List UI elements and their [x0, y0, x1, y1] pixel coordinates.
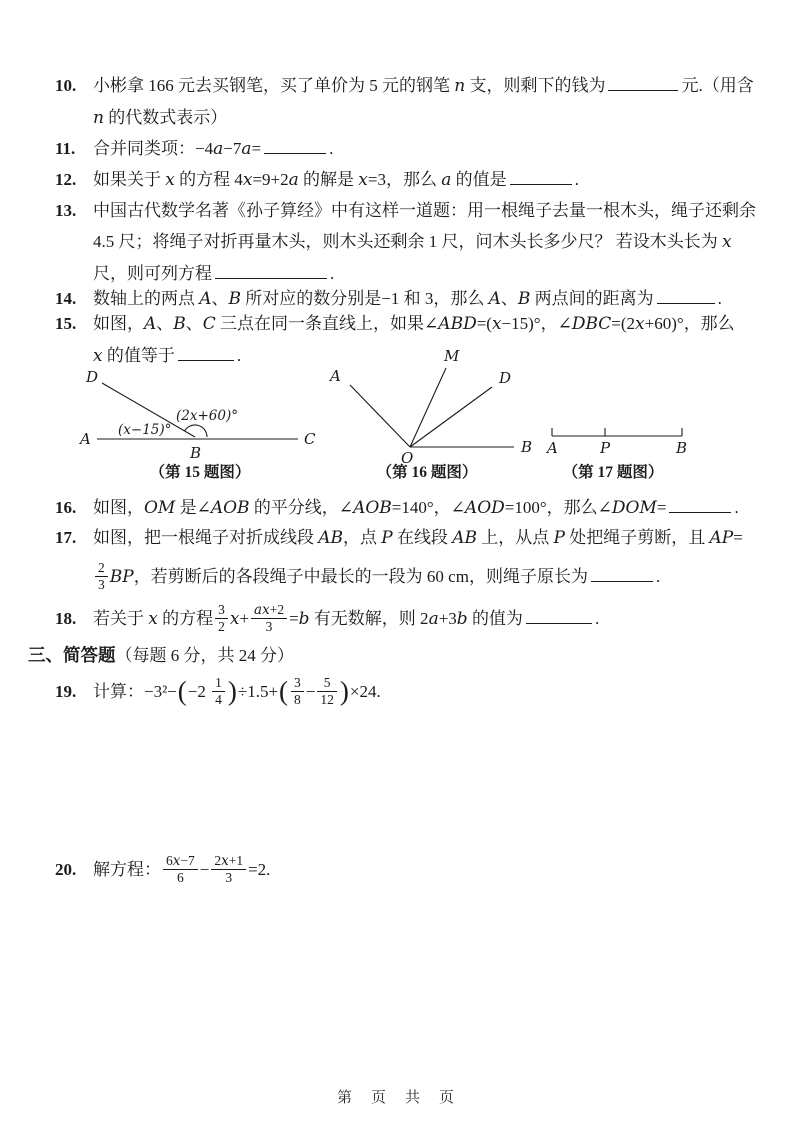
question-number: 17.	[55, 528, 77, 547]
question-line: 计算：−3²−(−2 $\frac{1}{4}$ )÷1.5+( $\frac{3}{8}$ − $\frac{5}{12}$ )×24.	[93, 675, 381, 707]
big-paren: (	[177, 676, 187, 707]
fig15-point-c: C	[304, 430, 316, 448]
section-title: 三、简答题	[28, 645, 116, 665]
question-number: 14.	[55, 289, 77, 308]
answer-blank	[526, 607, 592, 624]
figure-15-caption: （第 15 题图）	[149, 464, 251, 481]
question-number: 10.	[55, 76, 77, 95]
fraction: $\frac{3}{8}$	[291, 675, 304, 707]
question-line: 如图，A、B、C 三点在同一条直线上，如果∠ABD=(x−15)°，∠DBC=(2x+60)°，那么	[93, 314, 735, 334]
question-number: 13.	[55, 201, 77, 220]
answer-blank	[264, 137, 326, 154]
fig17-point-p: P	[600, 439, 611, 457]
figure-17-caption: （第 17 题图）	[562, 464, 664, 481]
fraction: $\frac{1}{4}$	[212, 675, 225, 707]
fig15-point-d: D	[86, 368, 99, 386]
fig17-point-b: B	[676, 439, 688, 457]
question-20	[55, 845, 755, 895]
question-19	[55, 667, 755, 718]
big-paren: )	[227, 676, 237, 707]
section-note: （每题 6 分，共 24 分）	[115, 646, 294, 665]
answer-blank	[669, 496, 731, 513]
fig15-angle-left-label: (x−15)°	[118, 422, 172, 438]
big-paren: (	[279, 676, 289, 707]
question-18	[55, 596, 755, 642]
question-number: 16.	[55, 498, 77, 517]
question-line: 如图，OM 是∠AOB 的平分线，∠AOB=140°，∠AOD=100°，那么∠DOM= .	[93, 498, 739, 518]
figure-16-caption: （第 16 题图）	[376, 464, 478, 481]
fraction: $\frac{ax+2}{3}$	[251, 602, 287, 635]
fig16-point-b: B	[521, 438, 533, 456]
figure-16	[328, 345, 543, 470]
answer-blank	[215, 262, 327, 279]
question-number: 18.	[55, 609, 77, 628]
fraction: $\frac{5}{12}$	[317, 675, 337, 707]
fig15-point-b: B	[190, 444, 202, 462]
question-line: 若关于 x 的方程 $\frac{3}{2}$ x+ $\frac{ax+2}{3}$ =b 有无数解，则 2a+3b 的值为 .	[93, 601, 600, 635]
fig16-point-o: O	[401, 449, 414, 467]
fig15-angle-right-label: (2x+60)°	[176, 408, 238, 424]
question-number: 15.	[55, 314, 77, 333]
fraction: $\frac{3}{2}$	[215, 602, 228, 634]
question-11	[55, 133, 755, 165]
answer-blank	[591, 565, 653, 582]
question-16	[55, 492, 755, 524]
fraction: $\frac{2x+1}{3}$	[211, 853, 246, 886]
question-13	[55, 195, 755, 289]
fraction: $\frac{6x-7}{6}$	[163, 853, 198, 886]
question-10	[55, 70, 755, 134]
fig15-point-a: A	[80, 430, 91, 448]
answer-blank	[657, 287, 715, 304]
question-line: 合并同类项：−4a−7a= .	[93, 139, 334, 159]
question-line: 数轴上的两点 A、B 所对应的数分别是−1 和 3，那么 A、B 两点间的距离为 .	[93, 289, 722, 309]
fig16-point-d: D	[499, 369, 512, 387]
question-line: 小彬拿 166 元去买钢笔，买了单价为 5 元的钢笔 n 支，则剩下的钱为 元.（用含	[93, 76, 754, 96]
fig16-point-a: A	[330, 367, 341, 385]
question-line: 如果关于 x 的方程 4x=9+2a 的解是 x=3，那么 a 的值是 .	[93, 170, 579, 190]
question-line: n 的代数式表示）	[93, 108, 228, 128]
question-line: 尺，则可列方程 .	[93, 264, 335, 283]
section-heading	[28, 641, 294, 670]
figure-15	[62, 362, 327, 462]
answer-blank	[510, 168, 572, 185]
question-number: 12.	[55, 170, 77, 189]
fig16-point-m: M	[444, 347, 460, 365]
answer-blank	[608, 74, 678, 91]
question-line: 4.5 尺；将绳子对折再量木头，则木头还剩余 1 尺，问木头长多少尺？ 若设木头长为 x	[93, 232, 732, 252]
page-footer: 第 页 共 页	[336, 1090, 456, 1106]
question-number: 11.	[55, 139, 76, 158]
question-line: 解方程： $\frac{6x-7}{6}$ − $\frac{2x+1}{3}$ =2.	[93, 852, 271, 886]
question-12	[55, 164, 755, 196]
question-line: $\frac{2}{3}$ BP，若剪断后的各段绳子中最长的一段为 60 cm，则绳子原长为 .	[93, 554, 755, 600]
fig17-point-a: A	[547, 439, 558, 457]
question-17	[55, 522, 755, 600]
answer-blank	[178, 344, 234, 361]
question-line: 如图，把一根绳子对折成线段 AB，点 P 在线段 AB 上，从点 P 处把绳子剪断，且 AP=	[93, 528, 743, 548]
question-line: x 的值等于 .	[93, 346, 242, 366]
question-number: 20.	[55, 860, 77, 879]
fraction: $\frac{2}{3}$	[95, 560, 108, 592]
question-line: 中国古代数学名著《孙子算经》中有这样一道题：用一根绳子去量一根木头，绳子还剩余	[93, 201, 756, 220]
question-number: 19.	[55, 682, 77, 701]
big-paren: )	[339, 676, 349, 707]
